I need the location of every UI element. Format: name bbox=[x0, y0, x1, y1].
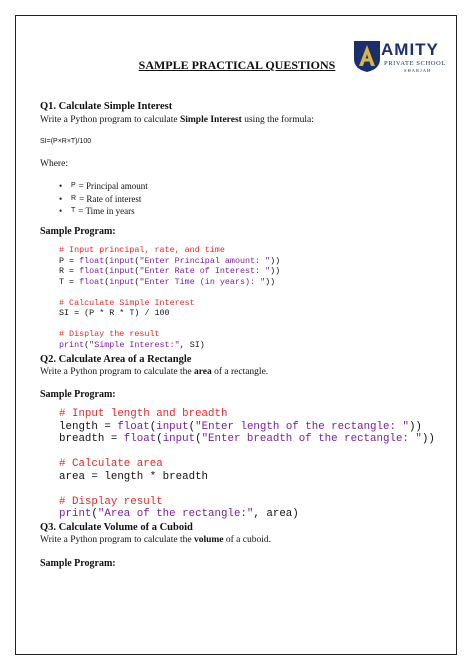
q2-code-block bbox=[59, 408, 435, 521]
code-line bbox=[59, 483, 435, 496]
code-line: # Input principal, rate, and time bbox=[59, 245, 225, 255]
code-line bbox=[59, 319, 280, 330]
q1-heading: Q1. Calculate Simple Interest bbox=[40, 101, 173, 112]
code-line: length = float(input("Enter length of the rectangle: ")) bbox=[59, 420, 422, 433]
code-line: area = length * breadth bbox=[59, 470, 209, 483]
bullet-icon: • bbox=[59, 206, 63, 216]
code-line: breadth = float(input("Enter breadth of the rectangle: ")) bbox=[59, 433, 435, 445]
q2-sample-label: Sample Program: bbox=[40, 389, 116, 400]
list-item: • T = Time in years bbox=[59, 206, 135, 216]
list-item: • P = Principal amount bbox=[59, 181, 148, 191]
q1-variable-list bbox=[59, 180, 148, 218]
code-line: # Display result bbox=[59, 495, 163, 508]
code-line: T = float(input("Enter Time (in years): ")) bbox=[59, 276, 276, 287]
code-line: # Display the result bbox=[59, 329, 160, 339]
q3-sample-label: Sample Program: bbox=[40, 558, 116, 569]
code-line: # Input length and breadth bbox=[59, 408, 228, 420]
logo-city: SHARJAH bbox=[404, 68, 432, 73]
q1-formula: SI=(P×R×T)/100 bbox=[40, 138, 92, 145]
bullet-icon: • bbox=[59, 181, 63, 191]
page-title: SAMPLE PRACTICAL QUESTIONS bbox=[138, 58, 336, 72]
q1-description: Write a Python program to calculate Simple Interest using the formula: bbox=[40, 115, 314, 125]
code-line: print("Simple Interest:", SI) bbox=[59, 339, 205, 350]
list-item: • R = Rate of interest bbox=[59, 193, 142, 204]
code-line: # Calculate area bbox=[59, 458, 163, 470]
code-line: # Calculate Simple Interest bbox=[59, 297, 195, 308]
code-line: SI = (P * R * T) / 100 bbox=[59, 308, 170, 318]
q1-code-block bbox=[59, 245, 280, 350]
q2-heading: Q2. Calculate Area of a Rectangle bbox=[40, 354, 192, 365]
bullet-icon: • bbox=[59, 193, 63, 204]
q2-description: Write a Python program to calculate the area of a rectangle. bbox=[40, 367, 269, 377]
code-line bbox=[59, 446, 435, 459]
logo-brand-text: AMITY bbox=[381, 40, 439, 59]
code-line: P = float(input("Enter Principal amount: ")) bbox=[59, 255, 281, 266]
q1-sample-label: Sample Program: bbox=[40, 226, 116, 237]
q3-heading: Q3. Calculate Volume of a Cuboid bbox=[40, 522, 193, 533]
code-line bbox=[59, 287, 280, 298]
logo-subtitle: PRIVATE SCHOOL bbox=[384, 60, 446, 67]
code-line: print("Area of the rectangle:", area) bbox=[59, 508, 299, 520]
q3-description: Write a Python program to calculate the volume of a cuboid. bbox=[40, 535, 272, 545]
q1-where-label: Where: bbox=[40, 159, 68, 169]
code-line: R = float(input("Enter Rate of Interest: ")) bbox=[59, 266, 281, 276]
